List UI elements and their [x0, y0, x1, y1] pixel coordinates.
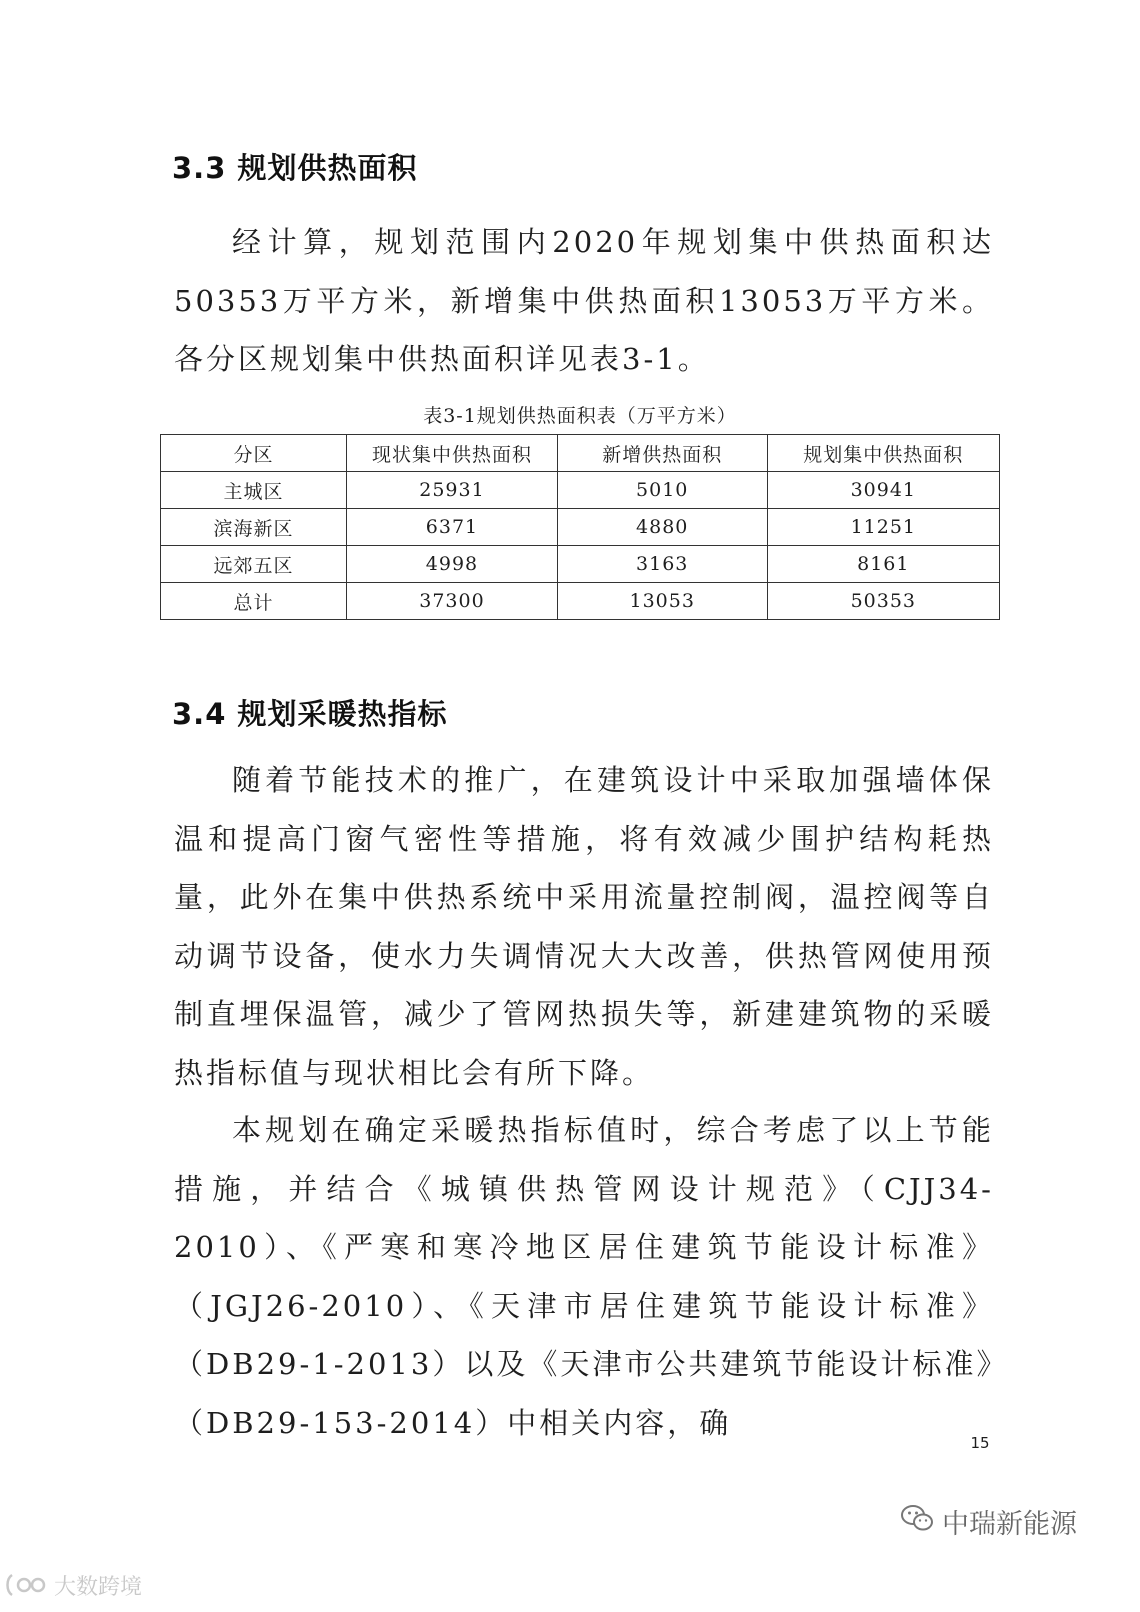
- wechat-icon: [900, 1503, 934, 1540]
- table-cell: 13053: [557, 583, 767, 620]
- table-row: [161, 546, 1000, 583]
- table-header-cell: 规划集中供热面积: [767, 435, 999, 472]
- table-cell-district: 远郊五区: [161, 546, 347, 583]
- table-cell: 5010: [557, 472, 767, 509]
- table-cell: 6371: [347, 509, 558, 546]
- table-header-cell: 现状集中供热面积: [347, 435, 558, 472]
- logo-watermark: [4, 1565, 142, 1605]
- table-cell: 4880: [557, 509, 767, 546]
- table-row: [161, 472, 1000, 509]
- table-cell-district: 总计: [161, 583, 347, 620]
- section-heading-3-3: 3.3 规划供热面积: [172, 151, 418, 185]
- paragraph-heating-area: 经计算，规划范围内2020年规划集中供热面积达50353万平方米，新增集中供热面积13053万平方米。各分区规划集中供热面积详见表3-1。: [174, 225, 994, 376]
- table-cell-district: 滨海新区: [161, 509, 347, 546]
- table-cell-district: 主城区: [161, 472, 347, 509]
- logo-icon: [4, 1571, 48, 1599]
- table-total-row: [161, 583, 1000, 620]
- table-header-cell: 分区: [161, 435, 347, 472]
- table-cell: 3163: [557, 546, 767, 583]
- page-number: 15: [970, 1434, 990, 1452]
- table-cell: 8161: [767, 546, 999, 583]
- paragraph-heat-index-standards: 本规划在确定采暖热指标值时，综合考虑了以上节能措施，并结合《城镇供热管网设计规范》（CJJ34-2010）、《严寒和寒冷地区居住建筑节能设计标准》（JGJ26-2010）、《天津市居住建筑节能设计标准》（DB29-1-2013）以及《天津市公共建筑节能设计标准》（DB29-153-2014）中相关内容，确: [174, 1113, 994, 1440]
- watermark-text: 中瑞新能源: [942, 1508, 1077, 1540]
- paragraph-energy-saving: 随着节能技术的推广，在建筑设计中采取加强墙体保温和提高门窗气密性等措施，将有效减少围护结构耗热量，此外在集中供热系统中采用流量控制阀，温控阀等自动调节设备，使水力失调情况大大改善，供热管网使用预制直埋保温管，减少了管网热损失等，新建建筑物的采暖热指标值与现状相比会有所下降。: [174, 763, 994, 1090]
- table-cell: 4998: [347, 546, 558, 583]
- table-cell: 30941: [767, 472, 999, 509]
- heating-area-table: [160, 434, 1000, 620]
- table-header-row: [161, 435, 1000, 472]
- section-heading-3-4: 3.4 规划采暖热指标: [172, 697, 448, 731]
- table-cell: 50353: [767, 583, 999, 620]
- watermark-text: 大数跨境: [54, 1574, 143, 1600]
- table-header-cell: 新增供热面积: [557, 435, 767, 472]
- table-cell: 25931: [347, 472, 558, 509]
- table-cell: 11251: [767, 509, 999, 546]
- wechat-watermark: [900, 1498, 1077, 1544]
- table-caption: 表3-1规划供热面积表（万平方米）: [423, 405, 737, 427]
- table-row: [161, 509, 1000, 546]
- table-cell: 37300: [347, 583, 558, 620]
